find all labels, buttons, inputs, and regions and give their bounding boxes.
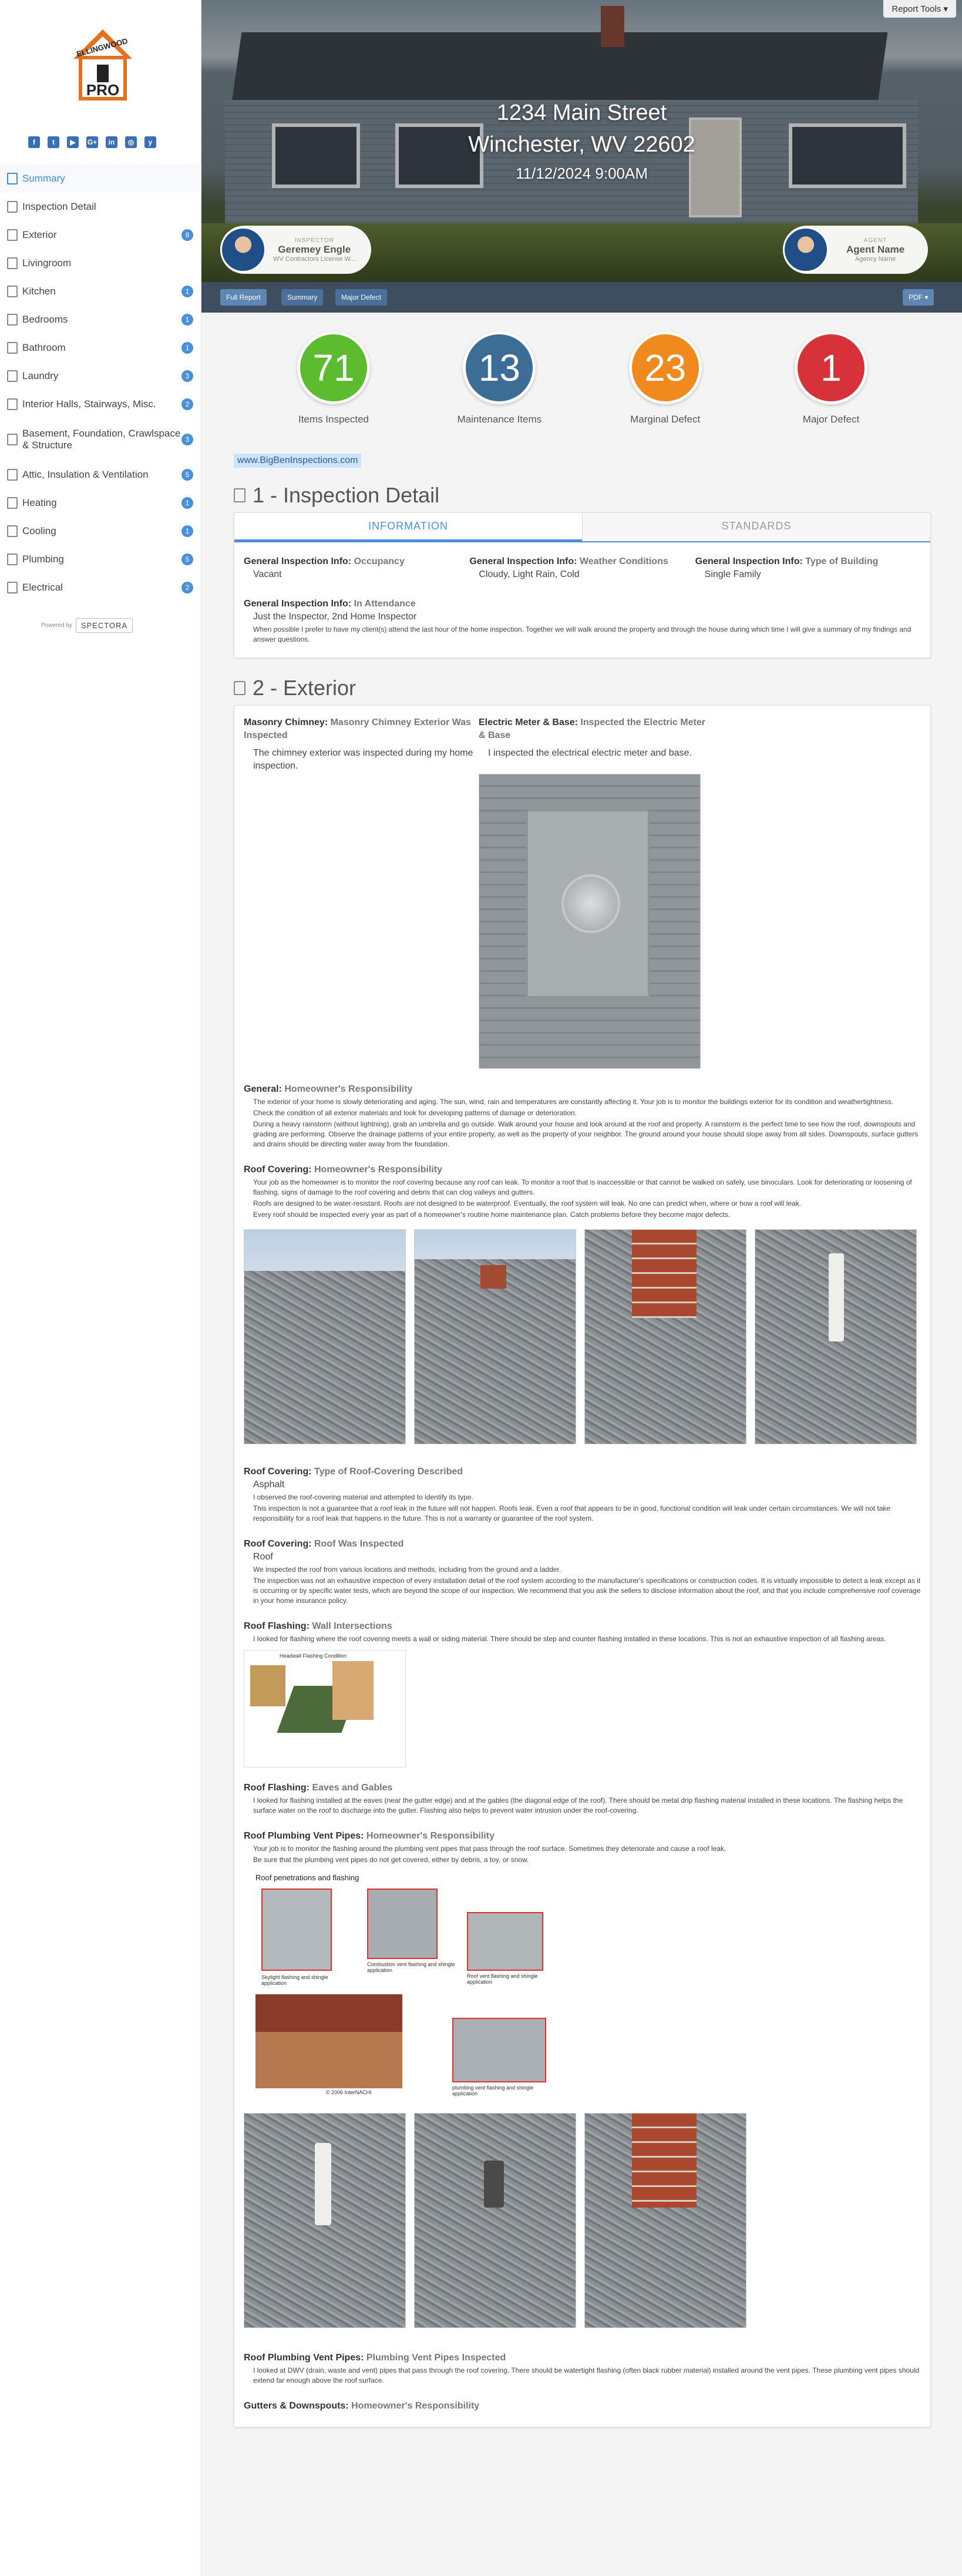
field-value: Just the Inspector, 2nd Home Inspector: [253, 612, 417, 622]
combustion-vent-photo: [367, 1889, 438, 1959]
item-title: [244, 1538, 921, 1551]
inspector-role: INSPECTOR: [294, 237, 334, 244]
meter-dial-image: [561, 874, 620, 933]
vent-photos: [244, 2113, 921, 2328]
yelp-icon[interactable]: y: [144, 136, 156, 148]
item-paragraph: Your job as the homeowner is to monitor the roof covering because any roof can leak. To monitor a roof that is inaccessible or that cannot be walked on safely, use binoculars. Look for deteriorating or loosening of flashing, signs of damage to the roof covering and debris that can clog valleys and gutters.: [253, 1178, 912, 1196]
roof-photo[interactable]: [414, 1229, 576, 1444]
report-content: [234, 313, 931, 2427]
sky-image: [415, 1230, 576, 1259]
item-flashing-wall: [244, 1620, 921, 1767]
siding-image: [332, 1661, 374, 1720]
hero-address: [201, 97, 962, 186]
kitchen-icon: [7, 286, 18, 297]
item-title-sub: Homeowner's Responsibility: [351, 2401, 480, 2411]
youtube-icon[interactable]: ▶: [67, 136, 79, 148]
plumbing-vent-photo: [452, 2018, 546, 2082]
item-paragraph: Check the condition of all exterior materials and look for developing patterns of damage or deterioration.: [253, 1109, 577, 1117]
sofa-icon: [7, 257, 18, 269]
item-paragraph: I looked at DWV (drain, waste and vent) pipes that pass through the roof covering. There should be watertight flashing (often black rubber material) installed around the vent pipes. These plumbing vent pipes should extend far enough above the roof surface.: [253, 2366, 920, 2384]
vent-pipe-image: [484, 2161, 504, 2208]
item-title: [244, 2352, 921, 2364]
roof-photo[interactable]: [244, 1229, 406, 1444]
nav-item-inspection-detail[interactable]: [0, 193, 201, 221]
address-line-1: 1234 Main Street: [496, 100, 667, 125]
item-title-main: Roof Plumbing Vent Pipes:: [244, 1831, 364, 1841]
hero-banner: [201, 0, 962, 282]
item-title-main: Masonry Chimney:: [244, 717, 328, 727]
report-tools-button[interactable]: Report Tools ▾: [883, 0, 956, 18]
nav-item-laundry[interactable]: [0, 362, 201, 390]
field-weather: [469, 555, 695, 581]
pdf-label: PDF ▾: [909, 293, 929, 301]
nav-label: Plumbing: [22, 554, 64, 565]
item-paragraph: Roofs are designed to be water-resistant. Roofs are not designed to be waterproof. Eventually, the roof system will leak. No one can predict when, where or how a roof will leak.: [253, 1199, 801, 1208]
chimney-image: [480, 1265, 506, 1289]
item-title-sub: Plumbing Vent Pipes Inspected: [366, 2353, 506, 2363]
item-text: I inspected the electrical electric meter and base.: [488, 748, 692, 758]
radiator-icon: [7, 497, 18, 509]
count-badge: 3: [181, 434, 193, 445]
item-roof-type: [244, 1465, 921, 1524]
info-fields: [234, 542, 930, 581]
spectora-logo: SPECTORA: [76, 618, 133, 633]
stat-label: Major Defect: [802, 414, 860, 425]
item-title: [244, 2400, 921, 2413]
stat-circle: 1: [795, 331, 867, 404]
major-defect-button[interactable]: [335, 289, 387, 306]
item-title: [244, 1083, 921, 1096]
nav-item-cooling[interactable]: [0, 517, 201, 545]
item-title-main: General:: [244, 1084, 282, 1094]
linkedin-icon[interactable]: in: [106, 136, 117, 148]
agent-agency: Agency Name: [855, 255, 896, 263]
nav-label: Bedrooms: [22, 314, 68, 325]
roof-photos: [244, 1229, 921, 1444]
social-links: [28, 136, 156, 148]
nav-item-basement[interactable]: [0, 418, 201, 461]
pdf-button[interactable]: [903, 289, 934, 306]
vent-photo[interactable]: [414, 2113, 576, 2328]
snowflake-icon: [7, 525, 18, 537]
document-icon: [7, 201, 18, 213]
tab-standards[interactable]: STANDARDS: [582, 513, 930, 541]
sidebar: [0, 0, 201, 2576]
stat-label: Items Inspected: [298, 414, 369, 425]
field-title-sub: In Attendance: [354, 599, 416, 609]
field-value: Cloudy, Light Rain, Cold: [479, 569, 580, 579]
company-logo: [68, 24, 138, 106]
stat-major-defect[interactable]: [755, 331, 907, 454]
item-paragraph: The exterior of your home is slowly deteriorating and aging. The sun, wind, rain and temperatures are constantly affecting it. Your job is to monitor the buildings exterior for its condition and weathertightness.: [253, 1098, 894, 1106]
nav-label: Laundry: [22, 370, 59, 381]
item-title: [244, 716, 479, 742]
summary-stats: [234, 313, 931, 454]
foundation-icon: [7, 434, 18, 445]
item-electric-meter: [479, 716, 708, 1069]
item-title-sub: Wall Intersections: [312, 1621, 392, 1631]
summary-icon: [7, 173, 18, 185]
item-paragraph: Every roof should be inspected every year as part of a homeowner's routine home maintenance plan. Catch problems before they become major defects.: [253, 1210, 731, 1219]
item-title: [244, 1620, 921, 1633]
nav-label: Interior Halls, Stairways, Misc.: [22, 398, 156, 410]
item-flashing-eaves: [244, 1782, 921, 1816]
fan-icon: [7, 469, 18, 481]
item-value: Roof: [253, 1552, 273, 1562]
item-text: The chimney exterior was inspected during my home inspection.: [253, 748, 473, 771]
count-badge: 1: [181, 342, 193, 354]
item-title-main: Roof Flashing:: [244, 1621, 310, 1631]
summary-button[interactable]: [281, 289, 323, 306]
diagram-caption: plumbing vent flashing and shingle application: [452, 2085, 534, 2097]
exterior-card: [234, 705, 931, 2427]
roof-photo[interactable]: [584, 1229, 746, 1444]
roof-vent-photo: [467, 1912, 543, 1971]
field-title-main: General Inspection Info:: [244, 599, 352, 609]
nav-label: Heating: [22, 497, 57, 508]
item-paragraph: We inspected the roof from various locations and methods, including from the ground and a ladder.: [253, 1565, 561, 1574]
full-report-label: Full Report: [226, 293, 261, 301]
item-roof-responsibility: [244, 1163, 921, 1444]
nav-label: Electrical: [22, 582, 63, 593]
inspector-card[interactable]: [220, 226, 371, 274]
field-title-main: General Inspection Info:: [469, 556, 577, 566]
nav-item-plumbing[interactable]: [0, 545, 201, 573]
vent-photo[interactable]: [244, 2113, 406, 2328]
item-vent-responsibility: [244, 1830, 921, 2328]
inspection-datetime: 11/12/2024 9:00AM: [515, 165, 648, 182]
item-gutters: [244, 2400, 921, 2413]
chimney-meter-row: [244, 716, 921, 1069]
section-title: 2 - Exterior: [253, 676, 356, 700]
nav-label: Attic, Insulation & Ventilation: [22, 469, 149, 480]
item-paragraph: During a heavy rainstorm (without lightning), grab an umbrella and go outside. Walk around your house and look around at the roof and property. A rainstorm is the perfect time to see how the roof, downspouts and grading are performing. Observe the drainage patterns of your entire property, as well as the property of your neighbor. The ground around your house should slope away from all sides. Downspouts, surface gutters and drains should be directing water away from the foundation.: [253, 1120, 919, 1148]
count-badge: 3: [181, 370, 193, 382]
item-title-sub: Homeowner's Responsibility: [284, 1084, 413, 1094]
count-badge: 8: [181, 229, 193, 241]
item-paragraph: This inspection is not a guarantee that a roof leak in the future will not happen. Roofs leak. Even a roof that appears to be in good, functional condition will leak under certain circumstances. We will not take responsibility for a roof leak that happens in the future. This is not a warranty or guarantee of the roof system.: [253, 1504, 891, 1522]
nav-label: Exterior: [22, 229, 57, 240]
item-masonry-chimney: [244, 716, 479, 1069]
item-title-sub: Roof Was Inspected: [314, 1539, 404, 1549]
wall-framing-image: [250, 1665, 285, 1706]
diagram-caption: Skylight flashing and shingle application: [261, 1974, 328, 1986]
agent-role: AGENT: [863, 237, 887, 244]
inspector-name: Geremey Engle: [278, 243, 351, 255]
nav-item-bedrooms[interactable]: [0, 306, 201, 334]
diagram-caption: Combustion vent flashing and shingle application: [367, 1961, 455, 1973]
diagram-caption: Roof vent flashing and shingle application: [467, 1973, 538, 1985]
house-illustration: [255, 1994, 402, 2088]
item-title: [479, 716, 708, 742]
section-1-heading: [234, 483, 931, 508]
nav-label: Bathroom: [22, 342, 66, 353]
section-title: 1 - Inspection Detail: [253, 483, 440, 507]
website-link[interactable]: www.BigBenInspections.com: [234, 454, 361, 468]
diagram-copyright: © 2006 InterNACHI: [326, 2089, 372, 2095]
field-title: [469, 555, 689, 568]
google-plus-icon[interactable]: G+: [86, 136, 98, 148]
exterior-icon: [234, 681, 245, 695]
count-badge: 2: [181, 398, 193, 410]
instagram-icon[interactable]: ◎: [125, 136, 137, 148]
agent-name: Agent Name: [846, 243, 905, 255]
count-badge: 5: [181, 469, 193, 481]
field-title-main: General Inspection Info:: [695, 556, 803, 566]
powered-by-label: Powered by: [41, 622, 72, 629]
diagram-title: Headwall Flashing Condition: [280, 1653, 347, 1659]
field-description: When possible I prefer to have my client(s) attend the last hour of the home inspection. Together we will walk around the property and through the house during which time I will give a summary of my findings and answer questions.: [253, 625, 911, 643]
headwall-flashing-diagram[interactable]: [244, 1650, 406, 1767]
nav-label: Cooling: [22, 525, 56, 536]
item-title-main: Gutters & Downspouts:: [244, 2401, 349, 2411]
inspector-avatar: [220, 227, 266, 273]
count-badge: 1: [181, 525, 193, 537]
twitter-icon[interactable]: t: [48, 136, 59, 148]
exterior-icon: [7, 229, 18, 241]
item-paragraph: Your job is to monitor the flashing around the plumbing vent pipes that pass through the roof surface. Sometimes they deteriorate and cause a roof leak.: [253, 1844, 726, 1853]
nav-item-electrical[interactable]: [0, 573, 201, 602]
shower-icon: [7, 342, 18, 354]
vent-pipe-image: [315, 2143, 331, 2225]
nav-item-exterior[interactable]: [0, 221, 201, 249]
item-title: [244, 1163, 921, 1176]
field-title-sub: Occupancy: [354, 556, 405, 566]
stat-circle: 13: [463, 331, 536, 404]
chimney-image: [632, 1230, 697, 1318]
roof-photo[interactable]: [755, 1229, 917, 1444]
field-attendance: [234, 581, 930, 658]
item-title-main: Roof Covering:: [244, 1539, 312, 1549]
item-paragraph: I looked for flashing where the roof covering meets a wall or siding material. There should be step and counter flashing installed in these locations. This is not an exhaustive inspection of all flashing areas.: [253, 1635, 886, 1643]
count-badge: 2: [181, 582, 193, 593]
stat-label: Maintenance Items: [457, 414, 542, 425]
nav-item-livingroom[interactable]: [0, 249, 201, 277]
item-paragraph: Be sure that the plumbing vent pipes do not get covered, either by debris, a toy, or snow.: [253, 1856, 529, 1864]
house-icon: [7, 398, 18, 410]
washer-icon: [7, 370, 18, 382]
nav-label: Kitchen: [22, 286, 56, 297]
item-roof-inspected: [244, 1538, 921, 1606]
count-badge: 1: [181, 497, 193, 509]
nav-item-summary[interactable]: [0, 165, 201, 193]
nav-item-interior-halls[interactable]: [0, 390, 201, 418]
faucet-icon: [7, 554, 18, 565]
field-value: Single Family: [704, 569, 761, 579]
bed-icon: [7, 314, 18, 326]
summary-label: Summary: [287, 293, 318, 301]
nav-item-kitchen[interactable]: [0, 277, 201, 306]
stat-maintenance-items[interactable]: [423, 331, 576, 454]
item-paragraph: The inspection was not an exhaustive inspection of every installation detail of the roof system according to the manufacturer's specifications or construction codes. It is virtually impossible to detect a leak except as it is occurring or by specific water tests, which are beyond the scope of our inspection. We recommend that you ask the sellers to disclose information about the roof, and that you include comprehensive roof coverage in your home insurance policy.: [253, 1577, 921, 1605]
item-title-sub: Homeowner's Responsibility: [314, 1165, 443, 1175]
agent-card[interactable]: [783, 226, 928, 274]
report-toolbar: [201, 282, 962, 313]
vent-pipe-image: [829, 1253, 844, 1341]
nav-item-heating[interactable]: [0, 489, 201, 517]
field-value: Vacant: [253, 569, 282, 579]
stat-marginal-defect[interactable]: [589, 331, 742, 454]
item-title: [244, 1782, 921, 1795]
nav-label: Summary: [22, 173, 65, 184]
field-title-sub: Type of Building: [805, 556, 879, 566]
vent-photo[interactable]: [584, 2113, 746, 2328]
item-title: [244, 1830, 921, 1843]
field-title: [244, 598, 921, 611]
item-vent-inspected: [244, 2352, 921, 2386]
diagram-title: Roof penetrations and flashing: [255, 1873, 359, 1882]
facebook-icon[interactable]: f: [28, 136, 40, 148]
chimney-image: [632, 2114, 697, 2208]
item-title-main: Electric Meter & Base:: [479, 717, 578, 727]
electrical-panel-icon: [7, 582, 18, 593]
count-badge: 1: [181, 286, 193, 297]
nav-item-bathroom[interactable]: [0, 334, 201, 362]
powered-by[interactable]: [41, 618, 133, 633]
stat-circle: 71: [297, 331, 370, 404]
document-icon: [234, 488, 245, 502]
inspection-detail-card: [234, 512, 931, 658]
nav-label: Livingroom: [22, 257, 72, 269]
item-title-sub: Homeowner's Responsibility: [366, 1831, 495, 1841]
item-title-main: Roof Covering:: [244, 1165, 312, 1175]
svg-text:ELLINGWOOD: ELLINGWOOD: [75, 36, 129, 59]
field-title: [244, 555, 463, 568]
nav-label: Basement, Foundation, Crawlspace & Structure: [22, 428, 181, 451]
sky-image: [244, 1230, 405, 1271]
item-title-main: Roof Flashing:: [244, 1783, 310, 1793]
item-general: [244, 1083, 921, 1149]
svg-text:PRO: PRO: [86, 81, 120, 99]
roof-penetrations-diagram[interactable]: [244, 1871, 561, 2104]
item-title-sub: Inspected the Electric Meter & Base: [479, 717, 705, 740]
item-title: [244, 1465, 921, 1478]
item-paragraph: I observed the roof-covering material and attempted to identify its type.: [253, 1493, 473, 1501]
field-title-main: General Inspection Info:: [244, 556, 352, 566]
item-paragraph: I looked for flashing installed at the eaves (near the gutter edge) and at the gables (the diagonal edge of the roof). There should be metal drip flashing material installed in these locations. The flashing helps the surface water on the roof to discharge into the gutter. Flashing also helps to prevent water intrusion under the roof-covering.: [253, 1796, 903, 1814]
item-value: Asphalt: [253, 1480, 285, 1490]
item-title-main: Roof Plumbing Vent Pipes:: [244, 2353, 364, 2363]
field-title: [695, 555, 915, 568]
section-2-heading: [234, 676, 931, 700]
field-building-type: [695, 555, 921, 581]
item-title-sub: Eaves and Gables: [312, 1783, 393, 1793]
count-badge: 5: [181, 554, 193, 565]
stat-items-inspected[interactable]: [257, 331, 410, 454]
address-line-2: Winchester, WV 22602: [468, 132, 695, 157]
major-defect-label: Major Defect: [341, 293, 382, 301]
section-tabs: [234, 513, 930, 542]
full-report-button[interactable]: [220, 289, 267, 306]
stat-circle: 23: [629, 331, 702, 404]
count-badge: 1: [181, 314, 193, 326]
field-occupancy: [244, 555, 469, 581]
tab-information[interactable]: INFORMATION: [234, 513, 582, 541]
electric-meter-photo[interactable]: [479, 774, 701, 1069]
nav-item-attic[interactable]: [0, 461, 201, 489]
stat-label: Marginal Defect: [630, 414, 701, 425]
skylight-photo: [261, 1889, 332, 1971]
inspector-license: WV Contractors License W...: [273, 255, 356, 263]
nav-label: Inspection Detail: [22, 201, 96, 212]
item-title-sub: Masonry Chimney Exterior Was Inspected: [244, 717, 472, 740]
item-title-sub: Type of Roof-Covering Described: [314, 1467, 463, 1477]
field-title-sub: Weather Conditions: [579, 556, 668, 566]
section-nav: [0, 165, 201, 602]
agent-avatar: [783, 227, 829, 273]
item-title-main: Roof Covering:: [244, 1467, 312, 1477]
